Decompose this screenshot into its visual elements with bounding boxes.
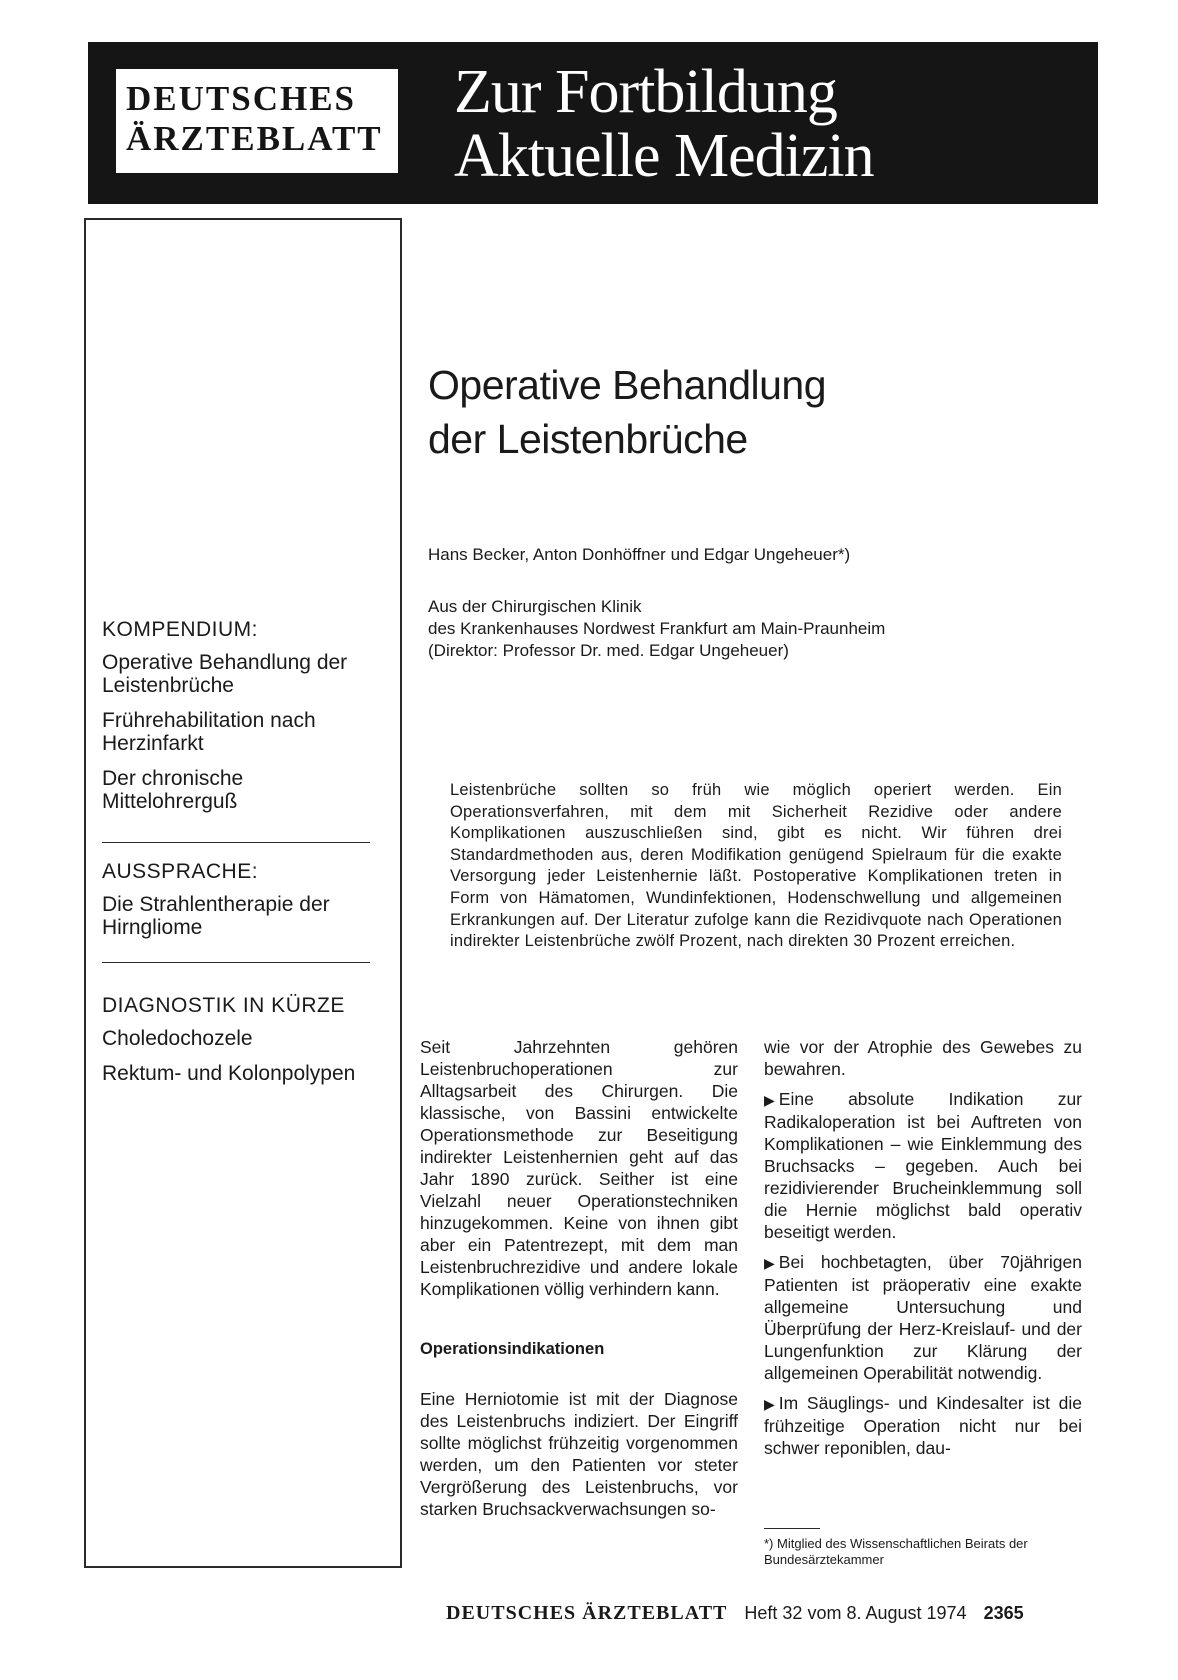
article-title-line1: Operative Behandlung [428, 362, 827, 408]
footnote [764, 1536, 1084, 1568]
sidebar-item: Rektum- und Kolonpolypen [102, 1062, 356, 1085]
article-abstract: Leistenbrüche sollten so früh wie möglich operiert werden. Ein Operationsverfahren, mit dem mit Sicherheit Rezidive oder andere Komplikationen auszuschließen sind, gibt es nicht. Wir führen drei Standardmethoden aus, deren Modifikation genügend Spielraum für die exakte Versorgung jeder Leistenhernie läßt. Postoperative Komplikationen treten in Form von Hämatomen, Wundinfektionen, Hodenschwellung und allgemeinen Erkrankungen auf. Der Literatur zufolge kann die Rezidivquote nach Operationen indirekter Leistenbrüche zwölf Prozent, nach direkten 30 Prozent erreichen. [450, 781, 1062, 951]
bullet-paragraph [764, 1088, 1082, 1243]
sidebar-divider [102, 842, 370, 843]
sidebar-section-diagnostik [102, 994, 372, 1097]
sidebar-divider [102, 962, 370, 963]
body-column-left [420, 1036, 738, 1528]
contents-sidebar [84, 218, 402, 1568]
sidebar-item: Operative Behandlung der Leistenbrüche [102, 651, 348, 697]
bullet-paragraph [764, 1392, 1082, 1459]
sidebar-item: Der chronische Mittelohrerguß [102, 767, 244, 813]
page-footer [446, 1602, 1024, 1625]
affiliation-line: (Direktor: Professor Dr. med. Edgar Ungeheuer) [428, 641, 789, 660]
bullet-text: Im Säuglings- und Kindesalter ist die frühzeitige Operation nicht nur bei schwer reponiblen, dau- [764, 1393, 1082, 1458]
body-column-right [764, 1036, 1082, 1467]
article-authors: Hans Becker, Anton Donhöffner und Edgar Ungeheuer*) [428, 545, 851, 564]
sidebar-heading: AUSSPRACHE: [102, 860, 259, 883]
sidebar-heading: DIAGNOSTIK IN KÜRZE [102, 994, 345, 1017]
section-title-line2: Aktuelle Medizin [454, 122, 874, 190]
article-title-line2: der Leistenbrüche [428, 416, 748, 462]
sidebar-section-aussprache [102, 860, 372, 951]
section-title-line1: Zur Fortbildung [454, 58, 837, 126]
footer-masthead: DEUTSCHES ÄRZTEBLATT [446, 1602, 728, 1624]
triangle-bullet-icon: ▶ [764, 1092, 775, 1108]
footnote-mark: *) [764, 1536, 774, 1551]
affiliation-line: Aus der Chirurgischen Klinik [428, 597, 642, 616]
bullet-text: Bei hochbetagten, über 70jährigen Patienten ist präoperativ eine exakte allgemeine Untersuchung und Überprüfung der Herz-Kreislauf- und der Lungenfunktion zur Klärung der allgemeinen Operabilität notwendig. [764, 1252, 1082, 1383]
article-title [428, 358, 826, 466]
sidebar-item: Frührehabilitation nach Herzinfarkt [102, 709, 316, 755]
sidebar-section-kompendium [102, 618, 372, 825]
bullet-paragraph [764, 1251, 1082, 1384]
section-title [454, 60, 874, 188]
journal-logo [116, 69, 398, 173]
logo-line1: DEUTSCHES [126, 79, 357, 118]
sidebar-item: Choledochozele [102, 1027, 253, 1050]
triangle-bullet-icon: ▶ [764, 1255, 775, 1271]
section-subheading: Operationsindikationen [420, 1340, 605, 1358]
footnote-text: Mitglied des Wissenschaftlichen Beirats der Bundesärztekammer [764, 1536, 1028, 1567]
body-paragraph: wie vor der Atrophie des Gewebes zu bewahren. [764, 1037, 1082, 1079]
bullet-text: Eine absolute Indikation zur Radikaloperation ist bei Auftreten von Komplikationen – wie Einklemmung des Bruchsacks – gegeben. Auch bei rezidivierender Brucheinklemmung soll die Hernie möglichst bald operativ beseitigt werden. [764, 1089, 1082, 1242]
article-affiliation [428, 596, 885, 662]
body-paragraph: Eine Herniotomie ist mit der Diagnose des Leistenbruchs indiziert. Der Eingriff sollte möglichst frühzeitig vorgenommen werden, um den Patienten vor steter Vergrößerung des Leistenbruchs, vor starken Bruchsackverwachsungen so- [420, 1389, 738, 1519]
sidebar-heading: KOMPENDIUM: [102, 618, 259, 641]
masthead-banner [88, 42, 1098, 204]
footnote-divider [764, 1528, 820, 1529]
sidebar-item: Die Strahlentherapie der Hirngliome [102, 893, 330, 939]
footer-issue: Heft 32 vom 8. August 1974 [744, 1603, 967, 1623]
logo-line2: ÄRZTEBLATT [126, 119, 383, 158]
affiliation-line: des Krankenhauses Nordwest Frankfurt am Main-Praunheim [428, 619, 886, 638]
triangle-bullet-icon: ▶ [764, 1396, 775, 1412]
body-paragraph: Seit Jahrzehnten gehören Leistenbruchoperationen zur Alltagsarbeit des Chirurgen. Die klassische, von Bassini entwickelte Operationsmethode zur Beseitigung indirekter Leistenhernien geht auf das Jahr 1890 zurück. Seither ist eine Vielzahl neuer Operationstechniken hinzugekommen. Keine von ihnen gibt aber ein Patentrezept, mit dem man Leistenbruchrezidive und andere lokale Komplikationen völlig verhindern kann. [420, 1037, 738, 1299]
page-number: 2365 [983, 1603, 1024, 1623]
